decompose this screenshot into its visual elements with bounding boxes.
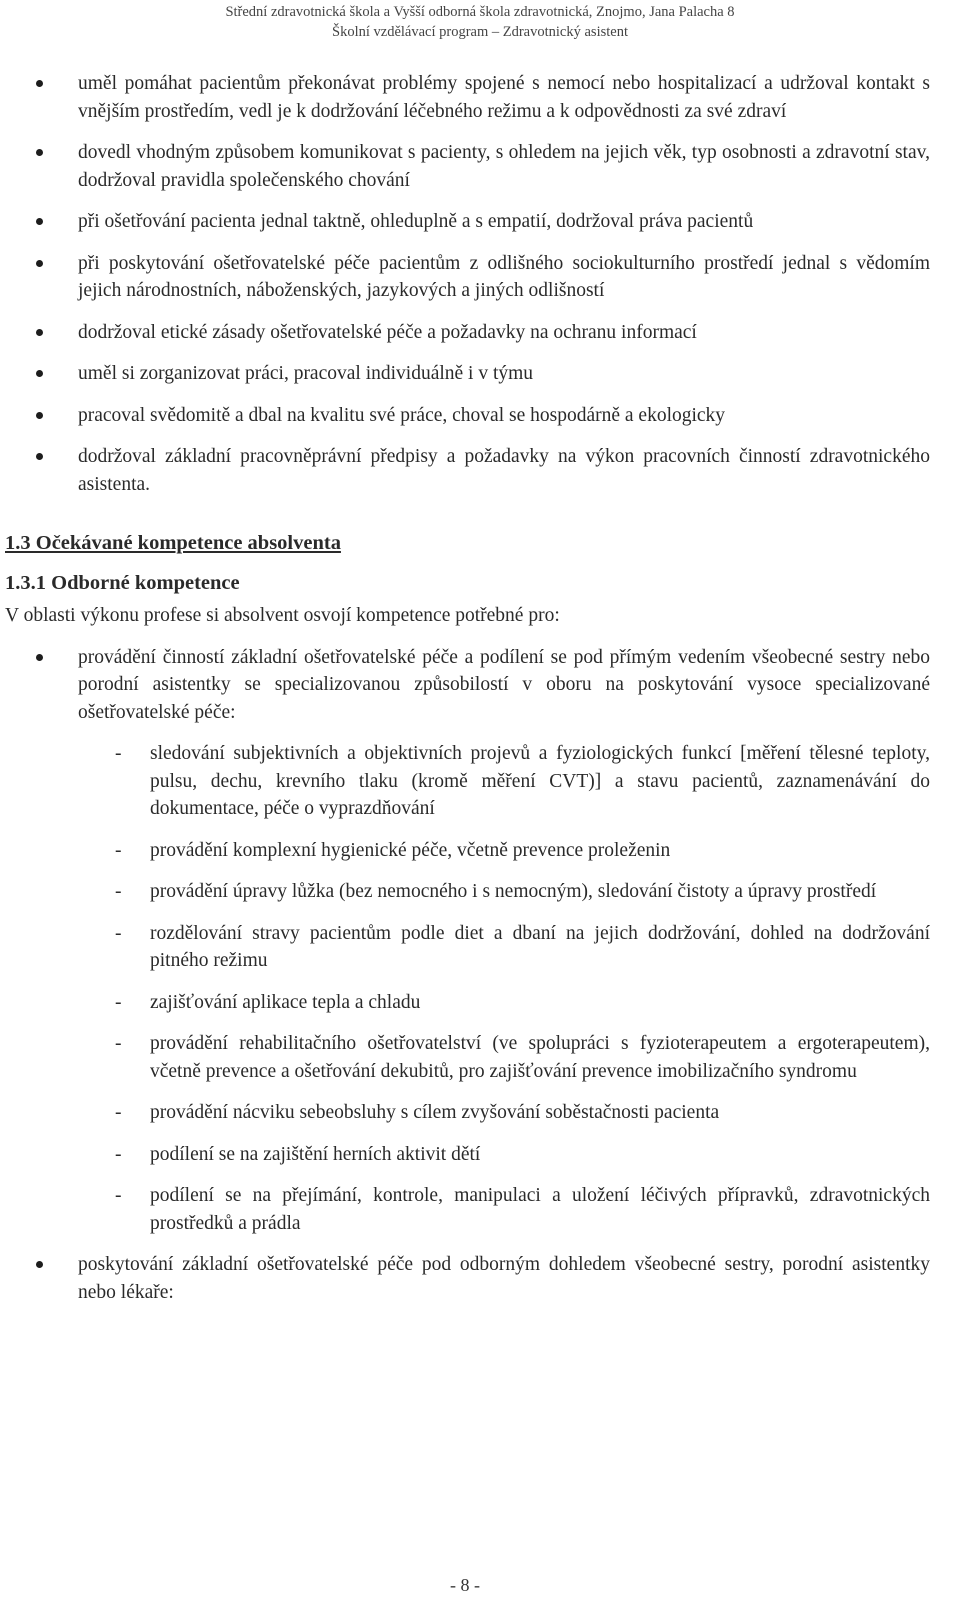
dash-mark: - <box>115 839 122 861</box>
dash-item: - provádění komplexní hygienické péče, včetně prevence proleženin <box>0 837 960 865</box>
section-title: 1.3 Očekávané kompetence absolventa <box>5 532 341 554</box>
dash-item: - rozdělování stravy pacientům podle diet a dbaní na jejich dodržování, dohled na dodržování pitného režimu <box>0 920 960 975</box>
page-content <box>0 70 960 1320</box>
dash-mark: - <box>115 881 122 902</box>
bullet-item: pracoval svědomitě a dbal na kvalitu své práce, choval se hospodárně a ekologicky <box>0 402 960 430</box>
bullet-dot-icon <box>36 329 43 336</box>
dash-item: - zajišťování aplikace tepla a chladu <box>0 989 960 1017</box>
dash-item: - podílení se na zajištění herních aktivit dětí <box>0 1141 960 1169</box>
bullet-dot-icon <box>36 453 43 460</box>
page-header <box>0 0 960 42</box>
dash-item: - provádění rehabilitačního ošetřovatelství (ve spolupráci s fyzioterapeutem a ergoterapeutem), včetně prevence a ošetřování dekubitů, pro zajišťování prevence imobilizačního syndromu <box>0 1030 960 1085</box>
bullet-dot-icon <box>36 149 43 156</box>
bullet-item: provádění činností základní ošetřovatelské péče a podílení se pod přímým vedením všeobecné sestry nebo porodní asistentky se specializovanou způsobilostí v oboru na poskytování vysoce specializované ošetřovatelské péče: <box>0 644 960 727</box>
bullet-dot-icon <box>36 1261 43 1268</box>
bullet-dot-icon <box>36 80 43 87</box>
bullet-dot-icon <box>36 412 43 419</box>
dash-item: - podílení se na přejímání, kontrole, manipulaci a uložení léčivých přípravků, zdravotnických prostředků a prádla <box>0 1182 960 1237</box>
bullet-item: dovedl vhodným způsobem komunikovat s pacienty, s ohledem na jejich věk, typ osobnosti a zdravotní stav, dodržoval pravidla společenského chování <box>0 139 960 194</box>
dash-mark: - <box>115 1102 122 1123</box>
bullet-item: dodržoval základní pracovněprávní předpisy a požadavky na výkon pracovních činností zdravotnického asistenta. <box>0 443 960 498</box>
page-number: - 8 - <box>450 1575 480 1595</box>
dash-mark: - <box>115 1143 122 1165</box>
bullet-dot-icon <box>36 260 43 267</box>
bullet-item: poskytování základní ošetřovatelské péče pod odborným dohledem všeobecné sestry, porodní asistentky nebo lékaře: <box>0 1251 960 1306</box>
dash-item: - provádění úpravy lůžka (bez nemocného i s nemocným), sledování čistoty a úpravy prostředí <box>0 878 960 906</box>
bullet-item: při poskytování ošetřovatelské péče pacientům z odlišného sociokulturního prostředí jednal s vědomím jejich národnostních, náboženských, jazykových a jiných odlišností <box>0 250 960 305</box>
dash-item: - provádění nácviku sebeobsluhy s cílem zvyšování soběstačnosti pacienta <box>0 1099 960 1127</box>
bullet-item: dodržoval etické zásady ošetřovatelské péče a požadavky na ochranu informací <box>0 319 960 347</box>
bullet-item: uměl pomáhat pacientům překonávat problémy spojené s nemocí nebo hospitalizací a udržoval kontakt s vnějším prostředím, vedl je k dodržování léčebného režimu a k odpovědnosti za své zdraví <box>0 70 960 125</box>
bullet-dot-icon <box>36 654 43 661</box>
dash-mark: - <box>115 1033 122 1054</box>
dash-mark: - <box>115 743 122 764</box>
bullet-dot-icon <box>36 218 43 225</box>
dash-mark: - <box>115 1185 122 1206</box>
bullet-dot-icon <box>36 370 43 377</box>
dash-mark: - <box>115 991 122 1013</box>
dash-mark: - <box>115 922 122 944</box>
bullet-item: při ošetřování pacienta jednal taktně, ohleduplně a s empatií, dodržoval práva pacientů <box>0 208 960 236</box>
header-program-name: Školní vzdělávací program – Zdravotnický asistent <box>332 24 628 40</box>
dash-item: - sledování subjektivních a objektivních projevů a fyziologických funkcí [měření tělesné teploty, pulsu, dechu, krevního tlaku (kromě měření CVT)] a stavu pacientů, zaznamenávání do dokumentace, péče o vyprazdňování <box>0 740 960 823</box>
header-school-name: Střední zdravotnická škola a Vyšší odborná škola zdravotnická, Znojmo, Jana Palacha 8 <box>225 4 735 20</box>
intro-paragraph: V oblasti výkonu profese si absolvent osvojí kompetence potřebné pro: <box>5 605 560 626</box>
bullet-item: uměl si zorganizovat práci, pracoval individuálně i v týmu <box>0 360 960 388</box>
subsection-title: 1.3.1 Odborné kompetence <box>5 572 240 594</box>
